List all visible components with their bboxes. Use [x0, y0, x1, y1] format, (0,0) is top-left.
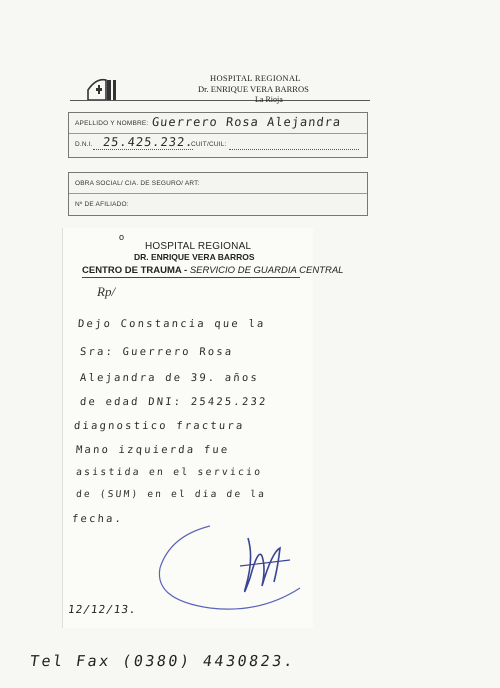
- dni-value[interactable]: 25.425.232.: [102, 135, 195, 149]
- note-line: fecha.: [71, 513, 124, 525]
- hospital-city: La Rioja: [255, 95, 283, 104]
- note-line: Dejo Constancia que la: [77, 318, 266, 330]
- dni-dotline: [93, 149, 193, 150]
- hospital-logo-icon: [86, 76, 124, 102]
- fax-number: Tel Fax (0380) 4430823.: [28, 652, 297, 670]
- dni-label: D.N.I.: [75, 141, 93, 148]
- header-divider: [70, 100, 370, 101]
- surname-value[interactable]: Guerrero Rosa Alejandra: [151, 115, 342, 129]
- note-line: Alejandra de 39. años: [79, 372, 260, 384]
- slip-department: [82, 265, 343, 276]
- note-line: Sra: Guerrero Rosa: [79, 346, 234, 358]
- note-line: asistida en el servicio: [75, 467, 263, 478]
- row-divider: [69, 193, 367, 194]
- note-line: diagnostico fractura: [73, 420, 245, 432]
- signature-scribble: [150, 508, 320, 618]
- afiliado-label: Nº DE AFILIADO:: [75, 201, 129, 208]
- slip-header-divider: [82, 277, 300, 278]
- slip-center: CENTRO DE TRAUMA -: [82, 265, 190, 276]
- hospital-title: HOSPITAL REGIONAL: [210, 73, 301, 83]
- hospital-name: Dr. ENRIQUE VERA BARROS: [198, 84, 309, 94]
- slip-hospital-title: HOSPITAL REGIONAL: [145, 241, 252, 252]
- slip-hospital-name: DR. ENRIQUE VERA BARROS: [134, 252, 255, 262]
- surname-label: APELLIDO Y NOMBRE:: [75, 120, 149, 127]
- rp-label: Rp/: [97, 284, 116, 299]
- cuit-label: CUIT/CUIL:: [191, 141, 227, 148]
- cuit-dotline: [229, 149, 359, 150]
- slip-service: SERVICIO DE GUARDIA CENTRAL: [189, 265, 344, 276]
- obra-social-label: OBRA SOCIAL/ CIA. DE SEGURO/ ART:: [75, 180, 200, 187]
- patient-form-box: [68, 112, 368, 158]
- slip-mark: o: [119, 232, 125, 242]
- slip-date: 12/12/13.: [67, 603, 138, 616]
- insurance-form-box: [68, 172, 368, 216]
- note-line: Mano izquierda fue: [75, 444, 230, 456]
- note-line: de edad DNI: 25425.232: [79, 396, 268, 408]
- row-divider: [69, 133, 367, 134]
- note-line: de (SUM) en el dia de la: [75, 489, 267, 500]
